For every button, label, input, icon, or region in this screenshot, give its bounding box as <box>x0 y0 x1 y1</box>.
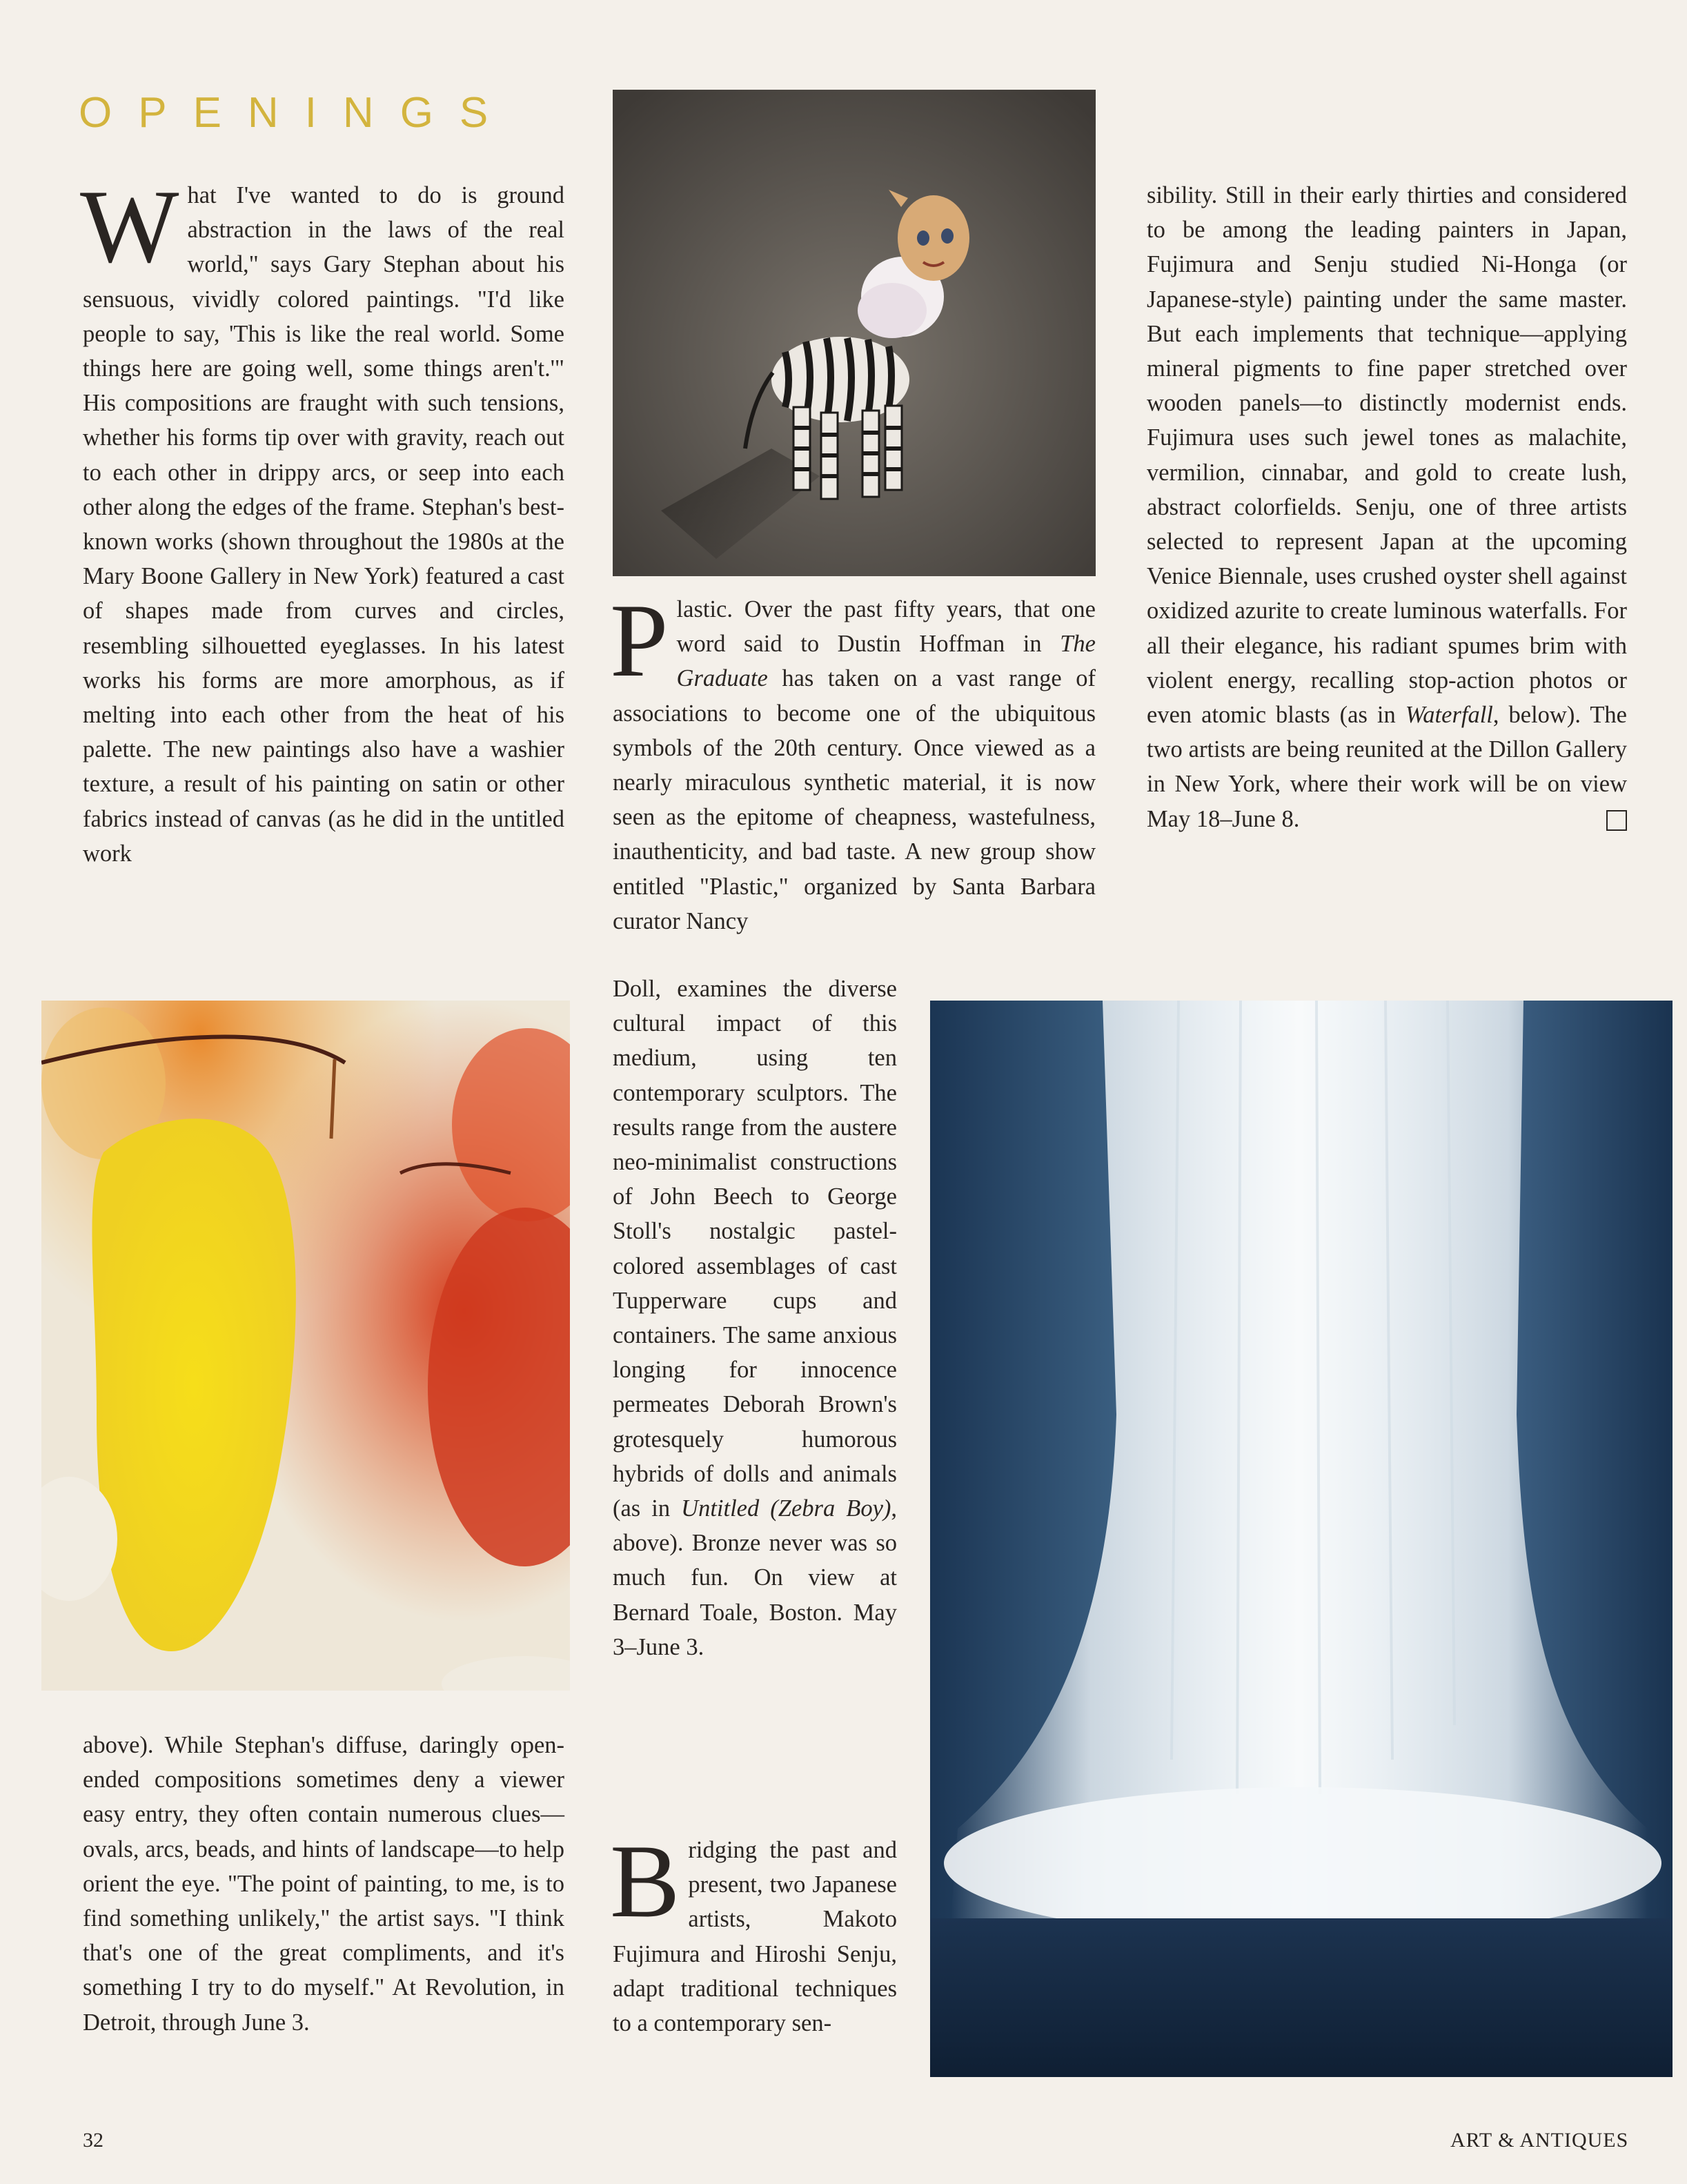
japanese-article-part2 <box>1147 178 1627 836</box>
japanese-text-2: sibility. Still in their early thirties and considered to be among the leading painters in Japan, Fujimura and Senju studied Ni-Honga (or Japanese-style) painting under the same master. But each implements that technique—applying mineral pigments to fine paper stretched over wooden panels—to distinctly modernist ends. Fujimura uses such jewel tones as malachite, vermilion, cinnabar, and gold to create lush, abstract colorfields. Senju, one of three artists selected to represent Japan at the upcoming Venice Biennale, uses crushed oyster shell against oxidized azurite to create luminous waterfalls. For all their elegance, his radiant spumes brim with violent energy, recalling stop-action photos or even atomic blasts (as in <box>1147 182 1627 729</box>
stephan-article-part2 <box>83 1728 564 2040</box>
plastic-lead: lastic. Over the past fifty years, that one word said to Dustin Hoffman in <box>676 596 1096 658</box>
drop-cap-b: B <box>610 1823 680 1939</box>
stephan-text-2: above). While Stephan's diffuse, daringly open-ended compositions sometimes deny a viewer easy entry, they often contain numerous clues—ovals, arcs, beads, and hints of landscape—to help orient the eye. "The point of painting, to me, is to find something unlikely," the artist says. "I think that's one of the great compliments, and it's something I try to do myself." At Revolution, in Detroit, through June 3. <box>83 1732 564 2036</box>
plastic-narrow: Doll, examines the diverse cultural impact of this medium, using ten contemporary sculptors. The results range from the austere neo-minimalist constructions of John Beech to George Stoll's nostalgic pastel-colored assemblages of cast Tupperware cups and containers. The same anxious longing for innocence permeates Deborah Brown's grotesquely humorous hybrids of dolls and animals (as in <box>613 976 897 1522</box>
zebra-boy-title: Untitled (Zebra Boy) <box>681 1495 891 1522</box>
film-title: The Graduate <box>676 631 1096 692</box>
plastic-ending: , above). Bronze never was so much fun. On view at Bernard Toale, Boston. May 3–June 3. <box>613 1495 897 1660</box>
stephan-text-1: hat I've wanted to do is ground abstraction in the laws of the real world," says Gary Stephan about his sensuous, vividly colored paintings. "I'd like people to say, 'This is like the real world. Some things here are going well, some things aren't.'" His compositions are fraught with such tensions, whether his forms tip over with gravity, reach out to each other in drippy arcs, or seep into each other along the edges of the frame. Stephan's best-known works (shown throughout the 1980s at the Mary Boone Gallery in New York) featured a cast of shapes made from curves and circles, resembling silhouetted eyeglasses. In his latest works his forms are more amorphous, as if melting into each other from the heat of his palette. The new paintings also have a washier texture, a result of his painting on satin or other fabrics instead of canvas (as he did in the untitled work <box>83 182 564 867</box>
zebra-boy-photo <box>613 90 1096 576</box>
plastic-article-narrow <box>613 972 897 1664</box>
plastic-middle: has taken on a vast range of associations to become one of the ubiquitous symbols of the 20th century. Once viewed as a nearly miraculous synthetic material, it is now seen as the epitome of cheapness, wastefulness, inauthenticity, and bad taste. A new group show entitled "Plastic," organized by Santa Barbara curator Nancy <box>613 665 1096 934</box>
page-number: 32 <box>83 2129 103 2152</box>
japanese-text-3: , below). The two artists are being reunited at the Dillon Gallery in New York, where their work will be on view May 18–June 8. <box>1147 702 1627 832</box>
section-title: OPENINGS <box>79 89 515 137</box>
plastic-article-wide <box>610 582 1096 938</box>
waterfall-painting <box>930 1001 1673 2077</box>
stephan-painting <box>41 1001 570 1691</box>
japanese-article-part1 <box>610 1823 897 2040</box>
drop-cap-w: W <box>80 168 179 284</box>
end-mark <box>1606 810 1627 831</box>
magazine-name: ART & ANTIQUES <box>1450 2129 1629 2152</box>
stephan-article-part1 <box>80 168 564 871</box>
japanese-text-1: ridging the past and present, two Japanese artists, Makoto Fujimura and Hiroshi Senju, adapt traditional techniques to a contemporary sen- <box>613 1837 897 2037</box>
waterfall-title: Waterfall <box>1405 702 1493 729</box>
drop-cap-p: P <box>610 582 669 698</box>
